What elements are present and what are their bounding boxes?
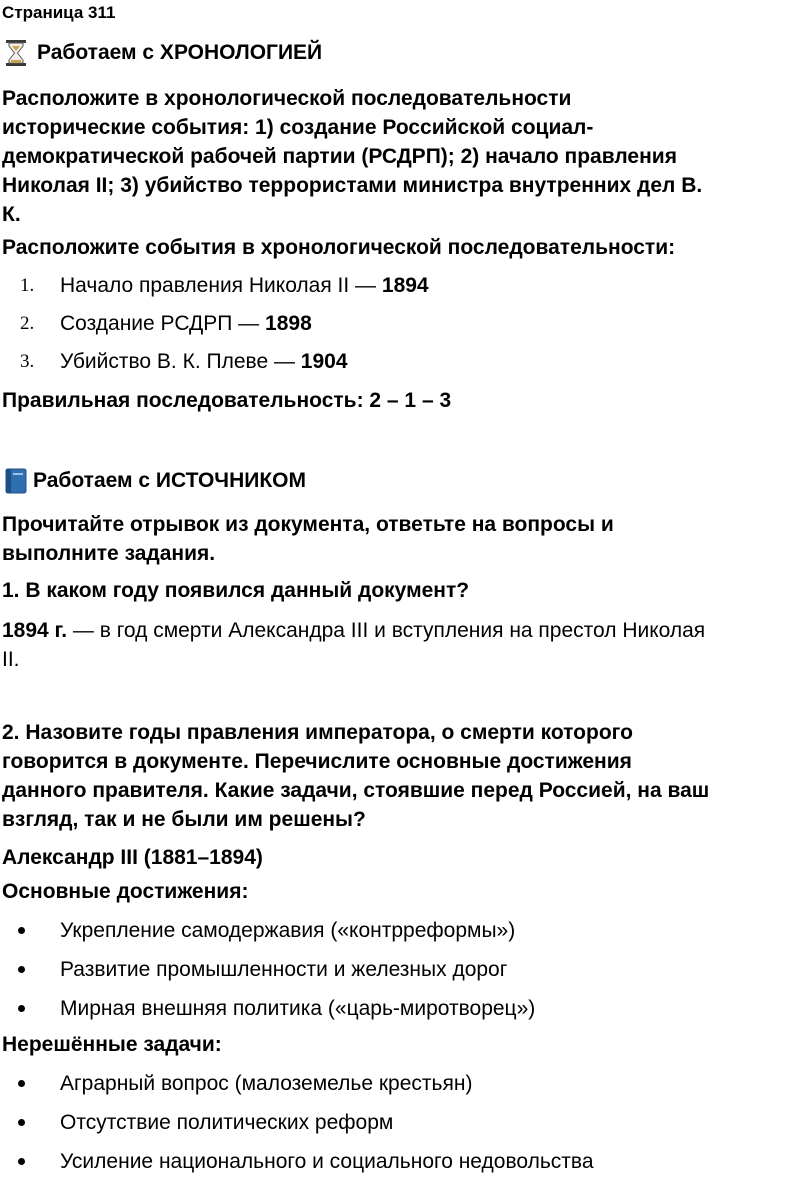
bullet-icon [18,1158,25,1165]
chronology-answer: Правильная последовательность: 2 – 1 – 3 [2,389,452,412]
section-chronology-heading [4,40,322,66]
question-line: данного правителя. Какие задачи, стоявшие перед Россией, на ваш [2,779,710,802]
task-line: исторические события: 1) создание Российской социал- [2,116,594,139]
task-line: Расположите в хронологической последовательности [2,87,572,110]
unsolved-text: Аграрный вопрос (малоземелье крестьян) [60,1072,473,1095]
bullet-icon [18,1080,25,1087]
bullet-icon [18,1119,25,1126]
section-source-title: Работаем с ИСТОЧНИКОМ [33,469,306,492]
event-year: 1894 [381,274,429,297]
unsolved-text: Отсутствие политических реформ [60,1111,394,1134]
intro-line: Прочитайте отрывок из документа, ответьте на вопросы и [2,513,614,536]
event-text: Начало правления Николая II — [60,274,382,297]
task-line: демократической рабочей партии (РСДРП); 2) начало правления [2,145,677,168]
question-line: 2. Назовите годы правления императора, о смерти которого [2,721,633,744]
section-chronology-title: Работаем с ХРОНОЛОГИЕЙ [37,41,323,64]
event-text: Создание РСДРП — [60,312,266,335]
section-source-heading [4,468,306,494]
list-number: 3. [20,351,35,372]
question-1: 1. В каком году появился данный документ? [2,579,470,602]
achievement-text: Мирная внешняя политика («царь-миротворец») [60,997,536,1020]
source-intro [2,510,798,568]
chronology-task [2,84,798,229]
list-number: 1. [20,275,35,296]
answer-1-year: 1894 г. [2,619,68,642]
achievement-text: Развитие промышленности и железных дорог [60,958,508,981]
list-number: 2. [20,313,35,334]
question-2 [2,718,798,834]
answer-1 [2,616,798,674]
hourglass-icon [4,40,28,66]
intro-line: выполните задания. [2,542,216,565]
bullet-icon [18,927,25,934]
question-line: взгляд, так и не были им решены? [2,808,366,831]
unsolved-text: Усиление национального и социального недовольства [60,1150,594,1173]
bullet-icon [18,1005,25,1012]
task-line: Николая II; 3) убийство террористами министра внутренних дел В. [2,174,703,197]
answer-1-text-cont: II. [2,648,20,671]
event-text: Убийство В. К. Плеве — [60,350,301,373]
event-year: 1898 [265,312,312,335]
answer-1-text: — в год смерти Александра III и вступления на престол Николая [67,619,706,642]
task-line: К. [2,203,21,226]
ruler-name: Александр III (1881–1894) [2,846,263,869]
page-label: Страница 311 [2,3,116,22]
book-icon [4,468,28,494]
achievement-text: Укрепление самодержавия («контрреформы») [60,919,516,942]
event-year: 1904 [300,350,348,373]
unsolved-title: Нерешённые задачи: [2,1033,222,1056]
achievements-title: Основные достижения: [2,880,249,903]
question-line: говорится в документе. Перечислите основные достижения [2,750,632,773]
bullet-icon [18,966,25,973]
chronology-subtitle: Расположите события в хронологической последовательности: [2,236,676,259]
